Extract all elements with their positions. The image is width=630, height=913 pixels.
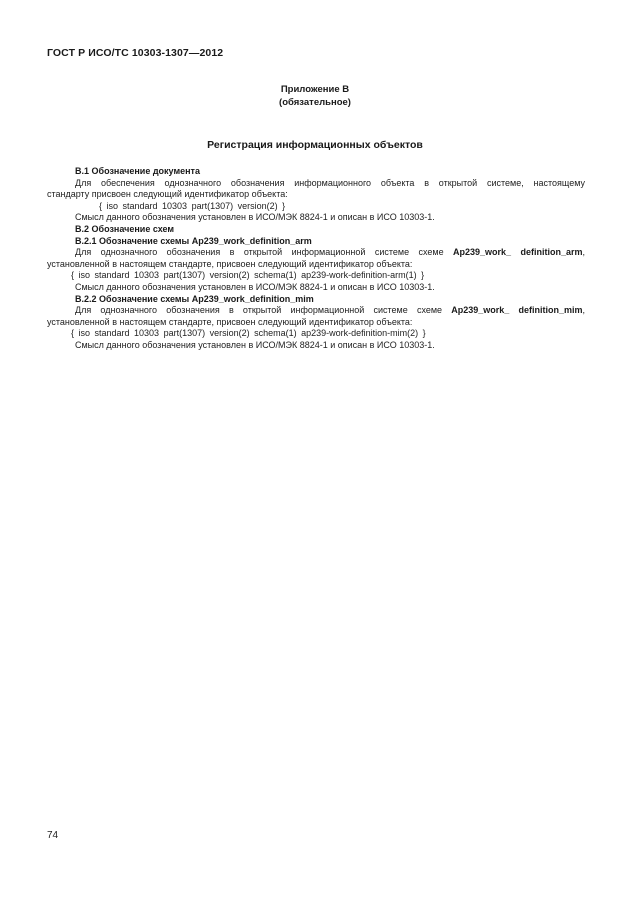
b21-schema-name: Ap239_work_ definition_arm — [453, 247, 583, 258]
b22-paragraph-line2: установленной в настоящем стандарте, присвоен следующий идентификатор объекта: — [47, 316, 413, 327]
b2-heading: В.2 Обозначение схем — [75, 223, 175, 234]
b22-meaning: Смысл данного обозначения установлен в ИСО/МЭК 8824-1 и описан в ИСО 10303-1. — [75, 339, 435, 350]
b22-text: Для однозначного обозначения в открытой информационной системе схеме — [75, 305, 452, 316]
b21-meaning: Смысл данного обозначения установлен в ИСО/МЭК 8824-1 и описан в ИСО 10303-1. — [75, 281, 435, 292]
b1-meaning: Смысл данного обозначения установлен в ИСО/МЭК 8824-1 и описан в ИСО 10303-1. — [75, 212, 435, 223]
b22-heading: В.2.2 Обозначение схемы Ap239_work_definition_mim — [75, 293, 314, 304]
b21-paragraph-line1 — [47, 247, 585, 259]
appendix-status: (обязательное) — [279, 97, 351, 108]
b21-text: Для однозначного обозначения в открытой информационной системе схеме — [75, 247, 454, 258]
b21-comma: , — [582, 247, 585, 258]
b21-object-identifier: { iso standard 10303 part(1307) version(2) schema(1) ap239-work-definition-arm(1) } — [71, 270, 425, 281]
section-title: Регистрация информационных объектов — [207, 139, 423, 151]
b1-paragraph-line2: стандарту присвоен следующий идентификатор объекта: — [47, 189, 288, 200]
appendix-title: Приложение В — [280, 84, 350, 95]
standard-header: ГОСТ Р ИСО/ТС 10303-1307—2012 — [47, 47, 224, 59]
b1-heading: В.1 Обозначение документа — [75, 166, 200, 176]
b21-heading: В.2.1 Обозначение схемы Ap239_work_definition_arm — [75, 235, 312, 246]
b21-paragraph-line2: установленной в настоящем стандарте, присвоен следующий идентификатор объекта: — [47, 258, 413, 269]
document-body — [47, 166, 585, 352]
b22-paragraph-line1 — [47, 305, 585, 317]
b22-object-identifier: { iso standard 10303 part(1307) version(2) schema(1) ap239-work-definition-mim(2) } — [71, 328, 426, 339]
b1-object-identifier: { iso standard 10303 part(1307) version(2) } — [99, 200, 286, 211]
b22-comma: , — [582, 305, 585, 316]
b1-paragraph-line1: Для обеспечения однозначного обозначения информационного объекта в открытой системе, настоящему — [75, 177, 585, 188]
page-number: 74 — [47, 830, 59, 841]
b22-schema-name: Ap239_work_ definition_mim — [451, 305, 583, 316]
